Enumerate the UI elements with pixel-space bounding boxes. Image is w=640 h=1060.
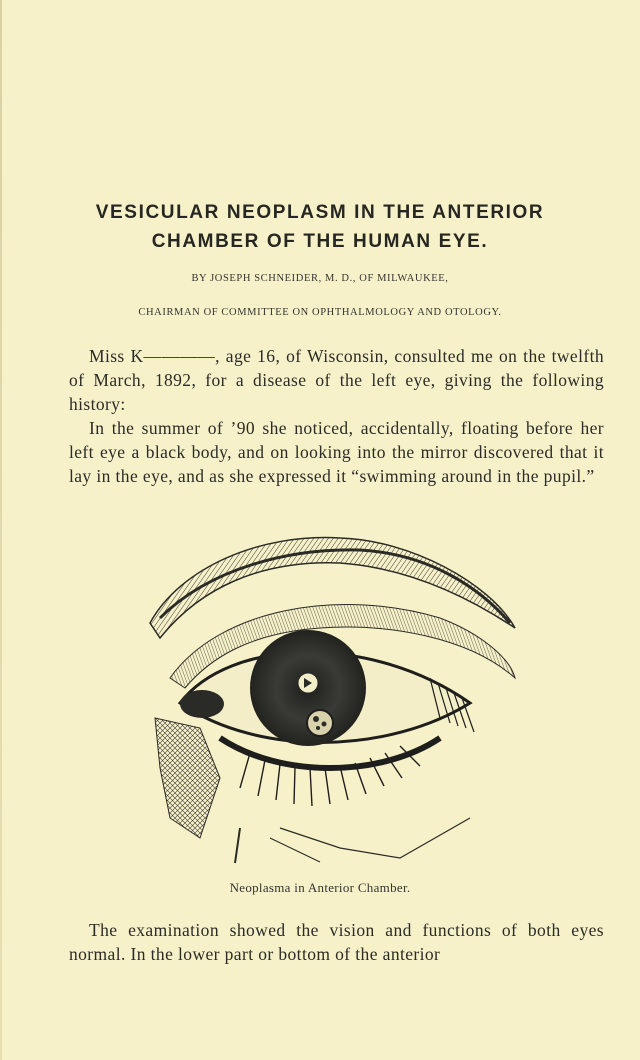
article-title <box>40 198 600 256</box>
eye-illustration <box>140 528 520 868</box>
article-body-bottom <box>69 918 604 966</box>
figure-caption: Neoplasma in Anterior Chamber. <box>229 880 411 895</box>
article-body-top <box>69 344 604 488</box>
author-line: BY JOSEPH SCHNEIDER, M. D., OF MILWAUKEE, <box>191 273 449 284</box>
lash-strokes <box>240 746 420 806</box>
title-line-1: VESICULAR NEOPLASM IN THE ANTERIOR <box>95 202 545 223</box>
tear-duct <box>180 690 224 718</box>
neoplasm-vesicle <box>307 710 333 736</box>
author-role-line: CHAIRMAN OF COMMITTEE ON OPHTHALMOLOGY AND OTOLOGY. <box>138 307 502 318</box>
page-edge <box>0 0 2 1060</box>
title-line-2: CHAMBER OF THE HUMAN EYE. <box>151 231 489 252</box>
paragraph-2: In the summer of ’90 she noticed, accidentally, floating before her left eye a black body, and on looking into the mirror discovered that it lay in the eye, and as she expressed it “swimming around in the pupil.” <box>69 418 604 486</box>
paragraph-3: The examination showed the vision and functions of both eyes normal. In the lower part or bottom of the anterior <box>69 920 604 964</box>
paragraph-1: Miss K————, age 16, of Wisconsin, consulted me on the twelfth of March, 1892, for a disease of the left eye, giving the following history: <box>69 346 604 414</box>
cheek-shading <box>155 718 220 838</box>
